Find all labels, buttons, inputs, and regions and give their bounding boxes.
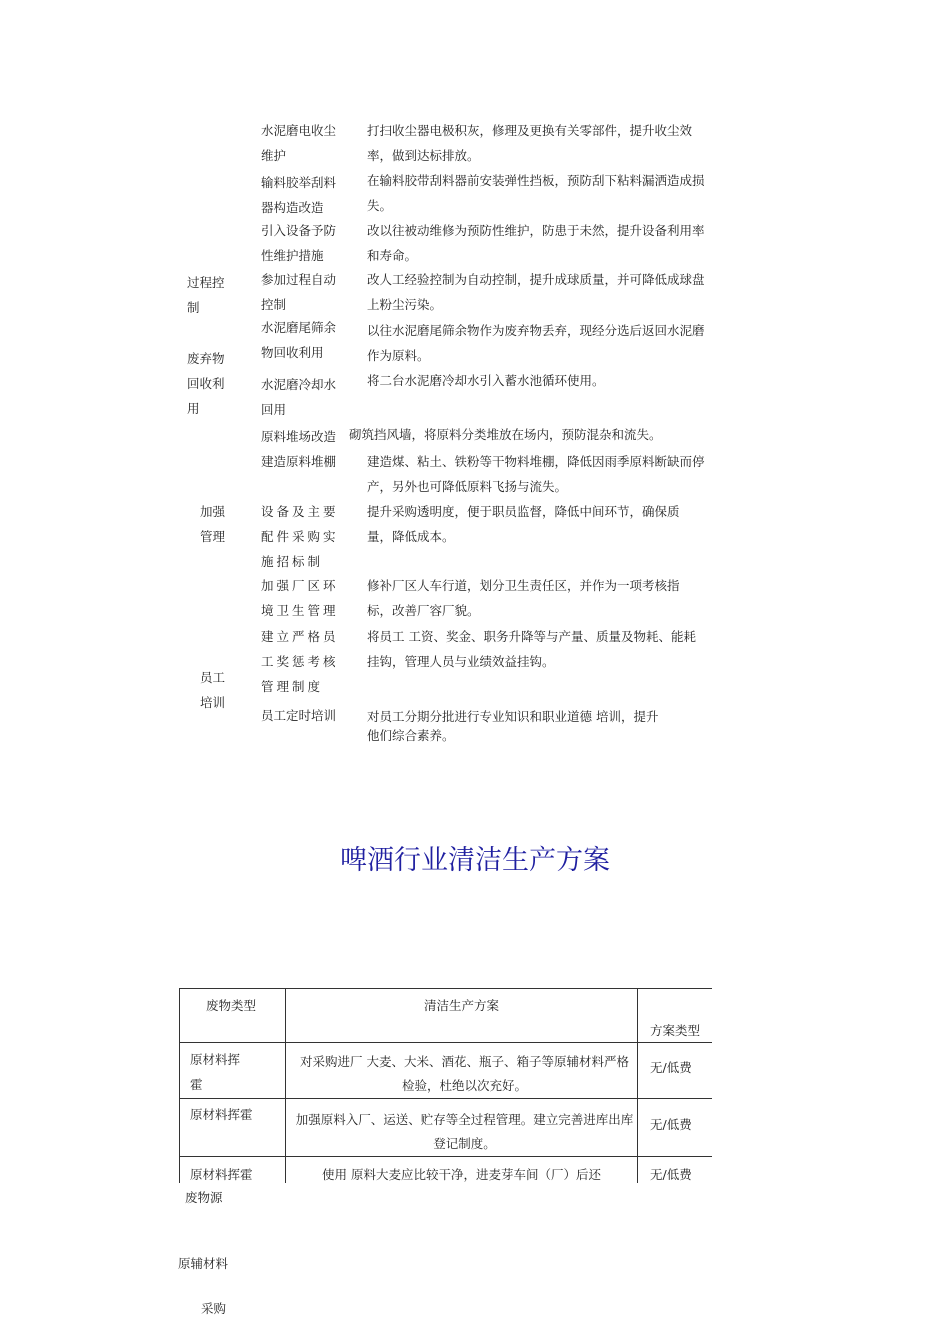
cell-plan-kind-text: 无/低费 (650, 1167, 692, 1182)
measure-item: 水泥磨电收尘维护 (261, 123, 337, 163)
header-cell (286, 989, 638, 1043)
cell-waste-type-text: 原材料挥霍 (190, 1107, 253, 1122)
measure-desc: 改人工经验控制为自动控制，提升成球质量，并可降低成球盘上粉尘污染。 (367, 272, 705, 312)
header-plan: 清洁生产方案 (423, 998, 499, 1013)
table-row (180, 1043, 712, 1099)
header-waste-type: 废物类型 (206, 998, 257, 1013)
cell-plan-kind (638, 1043, 712, 1099)
measure-item: 加强厂区环境卫生管理 (261, 578, 339, 618)
waste-source-label: 废物源 (185, 1190, 223, 1205)
measure-item: 建造原料堆棚 (261, 454, 337, 469)
page-title: 啤酒行业清洁生产方案 (340, 845, 610, 876)
measure-desc: 将员工 工资、奖金、职务升降等与产量、质量及物耗、能耗挂钩，管理人员与业绩效益挂钩。 (367, 629, 696, 669)
cell-plan-kind-text: 无/低费 (650, 1117, 692, 1132)
measure-desc: 修补厂区人车行道，划分卫生责任区，并作为一项考核指标，改善厂容厂貌。 (367, 578, 680, 618)
header-cell (180, 989, 286, 1043)
measure-item: 输料胶举刮料器构造改造 (261, 175, 337, 215)
header-plan-kind: 方案类型 (650, 1023, 701, 1038)
waste-source-detail: 采购 (201, 1301, 227, 1316)
measure-desc: 砌筑挡风墙，将原料分类堆放在场内，预防混杂和流失。 (349, 427, 662, 442)
measure-item: 原料堆场改造 (261, 429, 337, 444)
measure-item: 员工定时培训 (261, 708, 337, 723)
measure-desc: 建造煤、粘土、铁粉等干物料堆棚，降低因雨季原料断缺而停产，另外也可降低原料飞扬与流失。 (367, 454, 705, 494)
measure-desc: 在输料胶带刮料器前安装弹性挡板，预防刮下粘料漏洒造成损失。 (367, 173, 705, 213)
cell-plan (286, 1099, 638, 1157)
measure-item: 建立严格员工奖惩考核管理制度 (261, 629, 339, 694)
waste-table (179, 988, 712, 1183)
cell-plan-kind (638, 1157, 712, 1184)
cell-plan-kind (638, 1099, 712, 1157)
measure-desc: 提升采购透明度，便于职员监督，降低中间环节，确保质量，降低成本。 (367, 504, 680, 544)
header-cell (638, 989, 712, 1043)
measure-desc: 对员工分期分批进行专业知识和职业道德 培训，提升他们综合素养。 (367, 709, 659, 743)
measure-item: 引入设备予防性维护措施 (261, 223, 337, 263)
measure-item: 参加过程自动控制 (261, 272, 337, 312)
cell-waste-type-text: 原材料挥霍 (190, 1167, 253, 1182)
table-row (180, 1099, 712, 1157)
measure-item: 水泥磨冷却水回用 (261, 377, 337, 417)
category-management: 加强管理 (200, 504, 226, 544)
measure-desc: 将二台水泥磨冷却水引入蓄水池循环使用。 (367, 373, 605, 388)
cell-waste-type (180, 1157, 286, 1184)
table-row (180, 1157, 712, 1184)
cell-plan-kind-text: 无/低费 (650, 1060, 692, 1075)
measure-desc: 改以往被动维修为预防性维护，防患于未然，提升设备利用率和寿命。 (367, 223, 705, 263)
category-training: 员工培训 (200, 670, 226, 710)
measure-item: 水泥磨尾筛余物回收利用 (261, 320, 337, 360)
measure-item: 设备及主要配件采购实施招标制 (261, 504, 339, 569)
cell-plan-text: 使用 原料大麦应比较干净，进麦芽车间（厂）后还 (322, 1167, 601, 1182)
measure-desc: 打扫收尘器电极积灰，修理及更换有关零部件，提升收尘效率，做到达标排放。 (367, 123, 693, 163)
cell-plan-text: 加强原料入厂、运送、贮存等全过程管理。建立完善进库出库登记制度。 (295, 1112, 634, 1151)
cell-plan (286, 1157, 638, 1184)
category-process-control: 过程控制 (187, 275, 225, 315)
table-header-row (180, 989, 712, 1043)
cell-plan (286, 1043, 638, 1099)
cell-waste-type (180, 1099, 286, 1157)
cell-waste-type (180, 1043, 286, 1099)
category-waste-recycling: 废弃物回收利用 (187, 351, 225, 416)
cell-plan-text: 对采购进厂 大麦、大米、酒花、瓶子、箱子等原辅材料严格检验，杜绝以次充好。 (300, 1054, 629, 1093)
measure-desc: 以往水泥磨尾筛余物作为废弃物丢弃，现经分选后返回水泥磨作为原料。 (367, 323, 705, 363)
cell-waste-type-text: 原材料挥霍 (190, 1052, 241, 1092)
waste-source-value: 原辅材料 (178, 1256, 229, 1271)
